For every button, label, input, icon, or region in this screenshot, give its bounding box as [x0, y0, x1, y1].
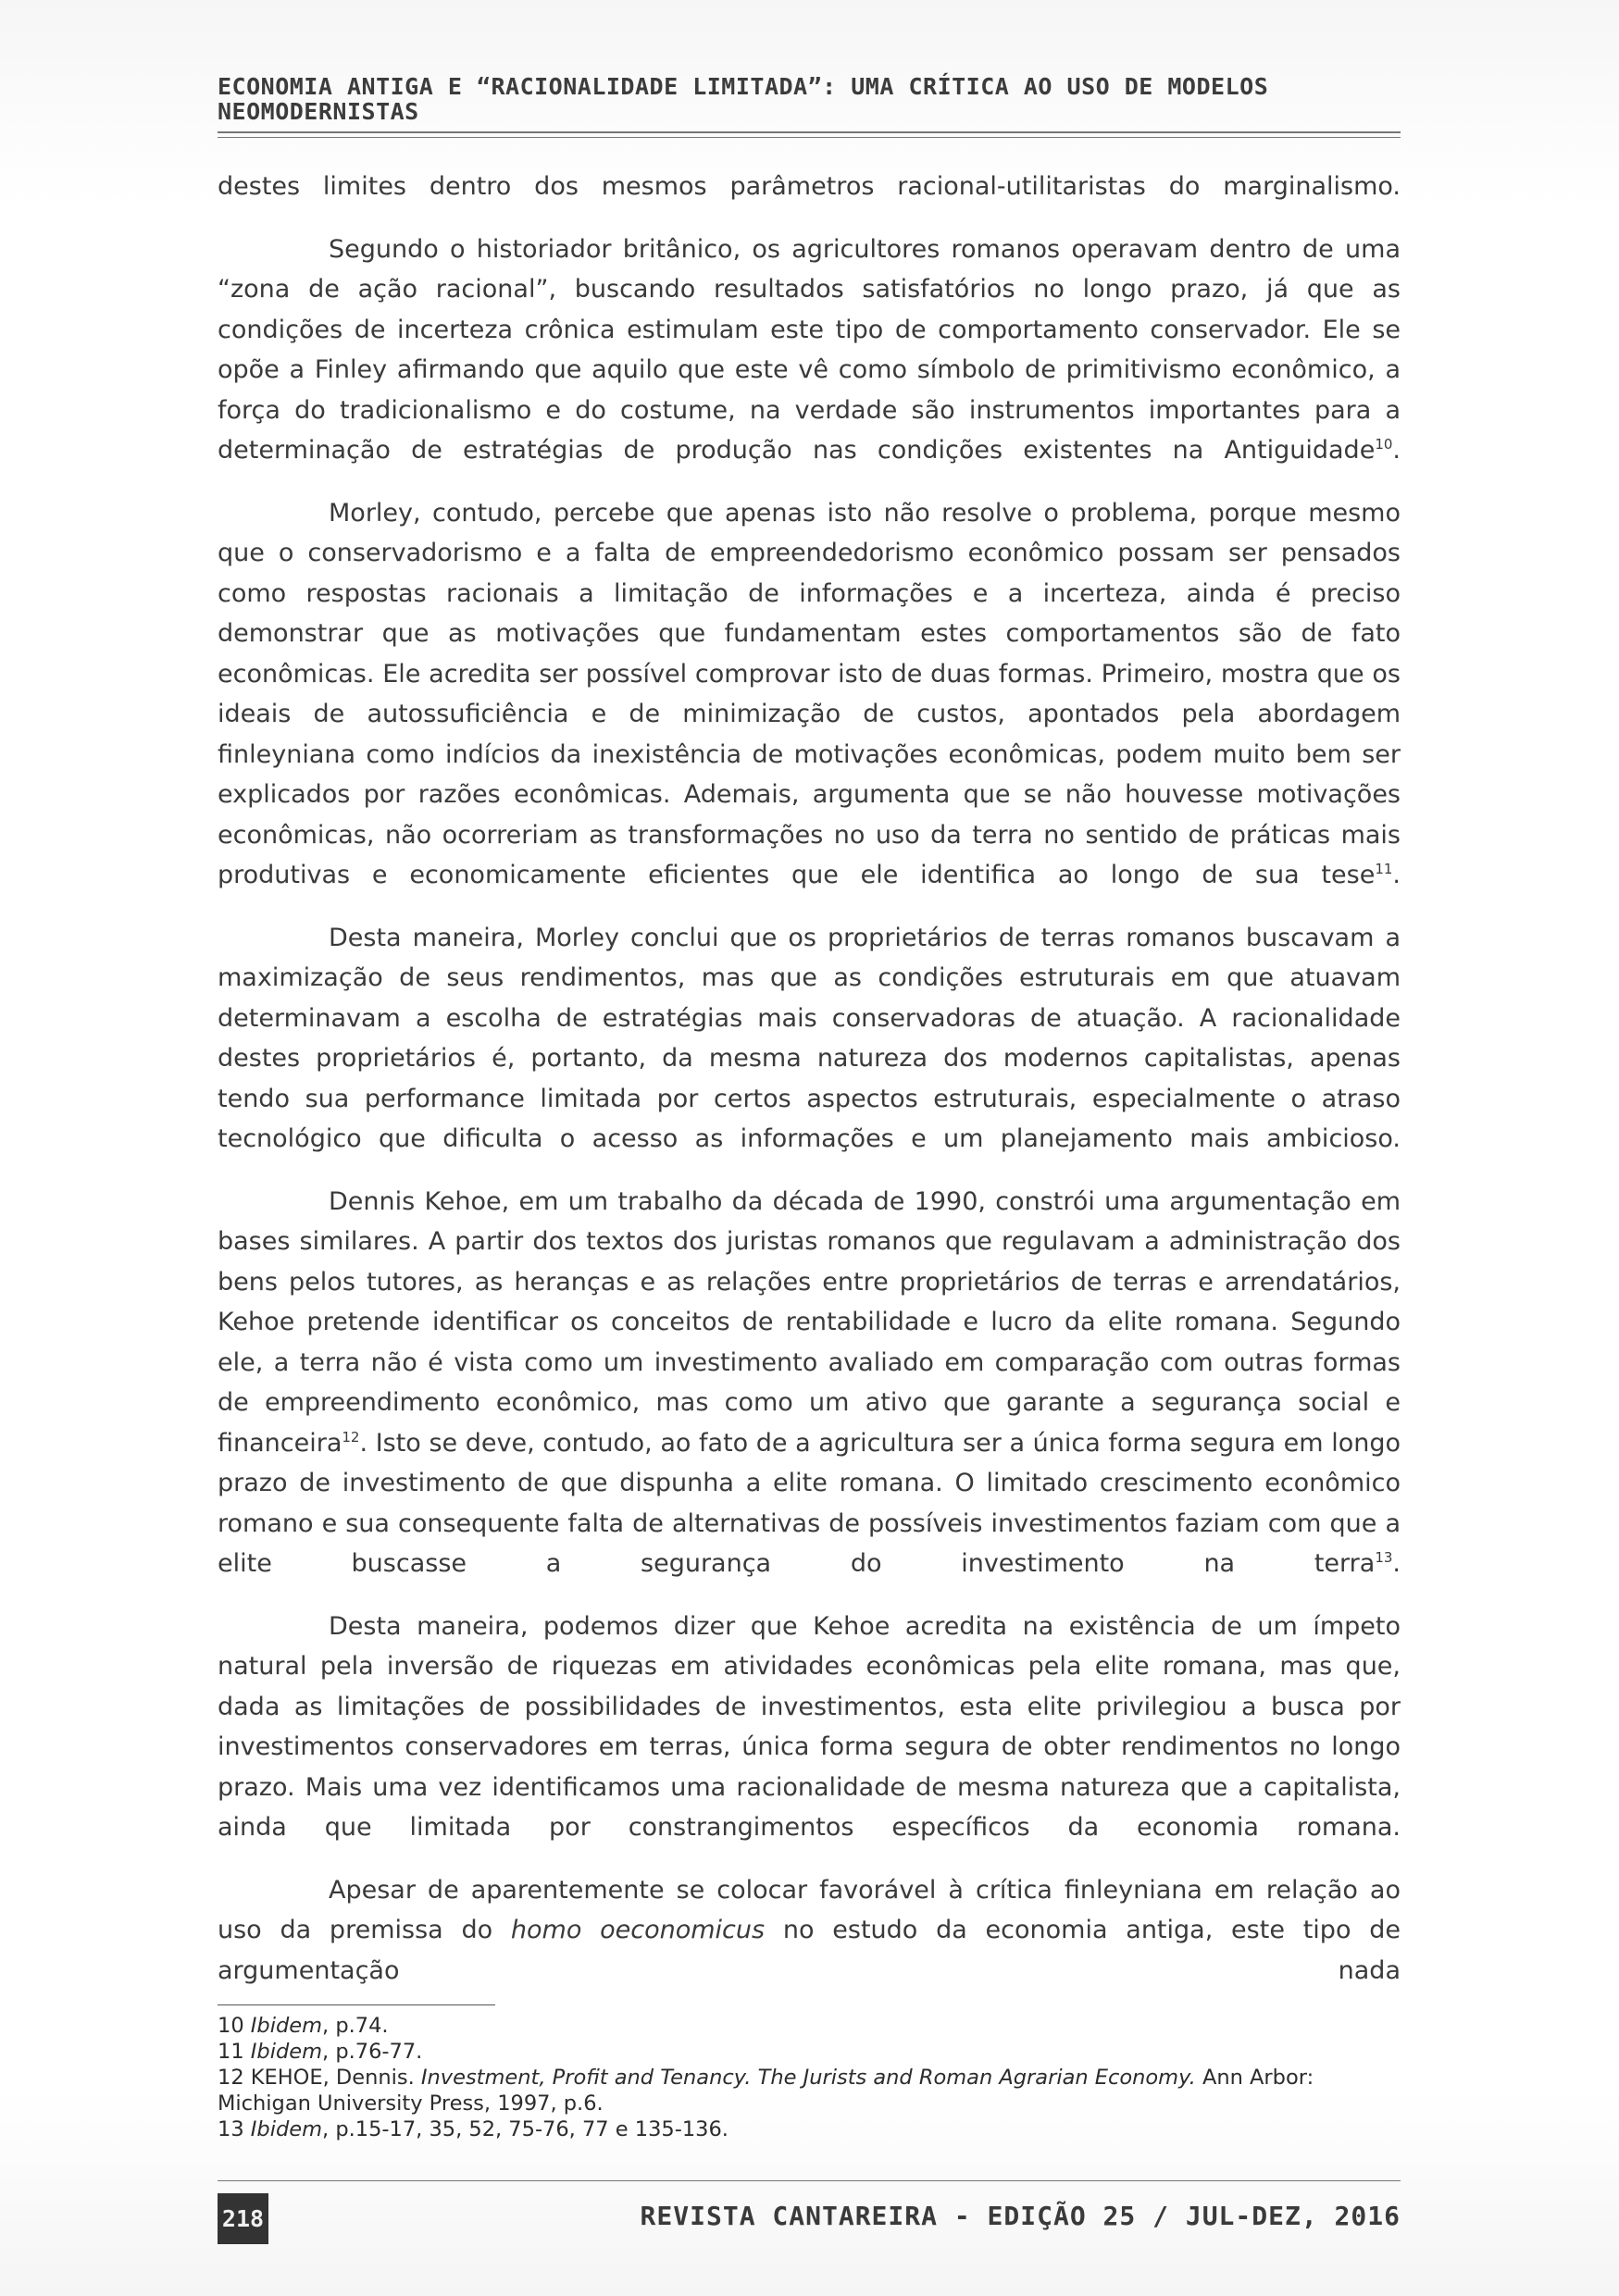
- page-number: 218: [218, 2193, 268, 2244]
- footnotes: [218, 2013, 1401, 2142]
- paragraph-3: Desta maneira, Morley conclui que os proprietários de terras romanos buscavam a maximização de seus rendimentos, mas que as condições estruturais em que atuavam determinavam a escolha de estratégias mais conservadoras de atuação. A racionalidade destes proprietários é, portanto, da mesma natureza dos modernos capitalistas, apenas tendo sua performance limitada por certos aspectos estruturais, especialmente o atraso tecnológico que dificulta o acesso as informações e um planejamento mais ambicioso.: [218, 923, 1401, 1153]
- paragraph-continuation: destes limites dentro dos mesmos parâmetros racional-utilitaristas do marginalismo.: [218, 172, 1401, 201]
- paragraph-6: Apesar de aparentemente se colocar favorável à crítica finleyniana em relação ao uso da premissa do homo oeconomicus no estudo da economia antiga, este tipo de argumentação nada: [218, 1875, 1401, 1985]
- running-header-title: ECONOMIA ANTIGA E “RACIONALIDADE LIMITADA”: UMA CRÍTICA AO USO DE MODELOS NEOMODERNISTAS: [218, 73, 1269, 125]
- paragraph-5: Desta maneira, podemos dizer que Kehoe acredita na existência de um ímpeto natural pela inversão de riquezas em atividades econômicas pela elite romana, mas que, dada as limitações de possibilidades de investimentos, esta elite privilegiou a busca por investimentos conservadores em terras, única forma segura de obter rendimentos no longo prazo. Mais uma vez identificamos uma racionalidade de mesma natureza que a capitalista, ainda que limitada por constrangimentos específicos da economia romana.: [218, 1611, 1401, 1842]
- footnote-ref-13: 13: [1375, 1549, 1393, 1566]
- running-header: [218, 74, 1401, 138]
- footer-rule: [218, 2180, 1401, 2181]
- article-body: [218, 167, 1401, 2013]
- italic-term: homo oeconomicus: [510, 1916, 766, 1944]
- footnote-13: 13 Ibidem, p.15-17, 35, 52, 75-76, 77 e 135-136.: [218, 2117, 729, 2141]
- header-rule-top: [218, 131, 1401, 133]
- footnote-12: 12 KEHOE, Dennis. Investment, Profit and Tenancy. The Jurists and Roman Agrarian Economy. Ann Arbor: Michigan University Press, 1997, p.6.: [218, 2066, 1314, 2116]
- paragraph-1: Segundo o historiador britânico, os agricultores romanos operavam dentro de uma “zona de ação racional”, buscando resultados satisfatórios no longo prazo, já que as condições de incerteza crônica estimulam este tipo de comportamento conservador. Ele se opõe a Finley afirmando que aquilo que este vê como símbolo de primitivismo econômico, a força do tradicionalismo e do costume, na verdade são instrumentos importantes para a determinação de estratégias de produção nas condições existentes na Antiguidade$^{10}$.: [218, 234, 1401, 465]
- paragraph-2: Morley, contudo, percebe que apenas isto não resolve o problema, porque mesmo que o conservadorismo e a falta de empreendedorismo econômico possam ser pensados como respostas racionais a limitação de informações e a incerteza, ainda é preciso demonstrar que as motivações que fundamentam estes comportamentos são de fato econômicas. Ele acredita ser possível comprovar isto de duas formas. Primeiro, mostra que os ideais de autossuficiência e de minimização de custos, apontados pela abordagem finleyniana como indícios da inexistência de motivações econômicas, podem muito bem ser explicados por razões econômicas. Ademais, argumenta que se não houvesse motivações econômicas, não ocorreriam as transformações no uso da terra no sentido de práticas mais produtivas e economicamente eficientes que ele identifica ao longo de sua tese$^{11}$.: [218, 498, 1401, 889]
- footnote-ref-10: 10: [1375, 436, 1393, 453]
- footnote-ref-11: 11: [1375, 861, 1393, 877]
- footnote-separator: [218, 2004, 495, 2005]
- paragraph-4: Dennis Kehoe, em um trabalho da década de 1990, constrói uma argumentação em bases similares. A partir dos textos dos juristas romanos que regulavam a administração dos bens pelos tutores, as heranças e as relações entre proprietários de terras e arrendatários, Kehoe pretende identificar os conceitos de rentabilidade e lucro da elite romana. Segundo ele, a terra não é vista como um investimento avaliado em comparação com outras formas de empreendimento econômico, mas como um ativo que garante a segurança social e financeira$^{12}$. Isto se deve, contudo, ao fato de a agricultura ser a única forma segura em longo prazo de investimento de que dispunha a elite romana. O limitado crescimento econômico romano e sua consequente falta de alternativas de possíveis investimentos faziam com que a elite buscasse a segurança do investimento na terra$^{13}$.: [218, 1186, 1401, 1578]
- footnote-ref-12: 12: [342, 1428, 360, 1446]
- journal-footer: REVISTA CANTAREIRA - EDIÇÃO 25 / JUL-DEZ, 2016: [640, 2201, 1401, 2231]
- header-rule-bottom: [218, 137, 1401, 138]
- footnote-11: 11 Ibidem, p.76-77.: [218, 2040, 423, 2064]
- footnote-10: 10 Ibidem, p.74.: [218, 2014, 389, 2038]
